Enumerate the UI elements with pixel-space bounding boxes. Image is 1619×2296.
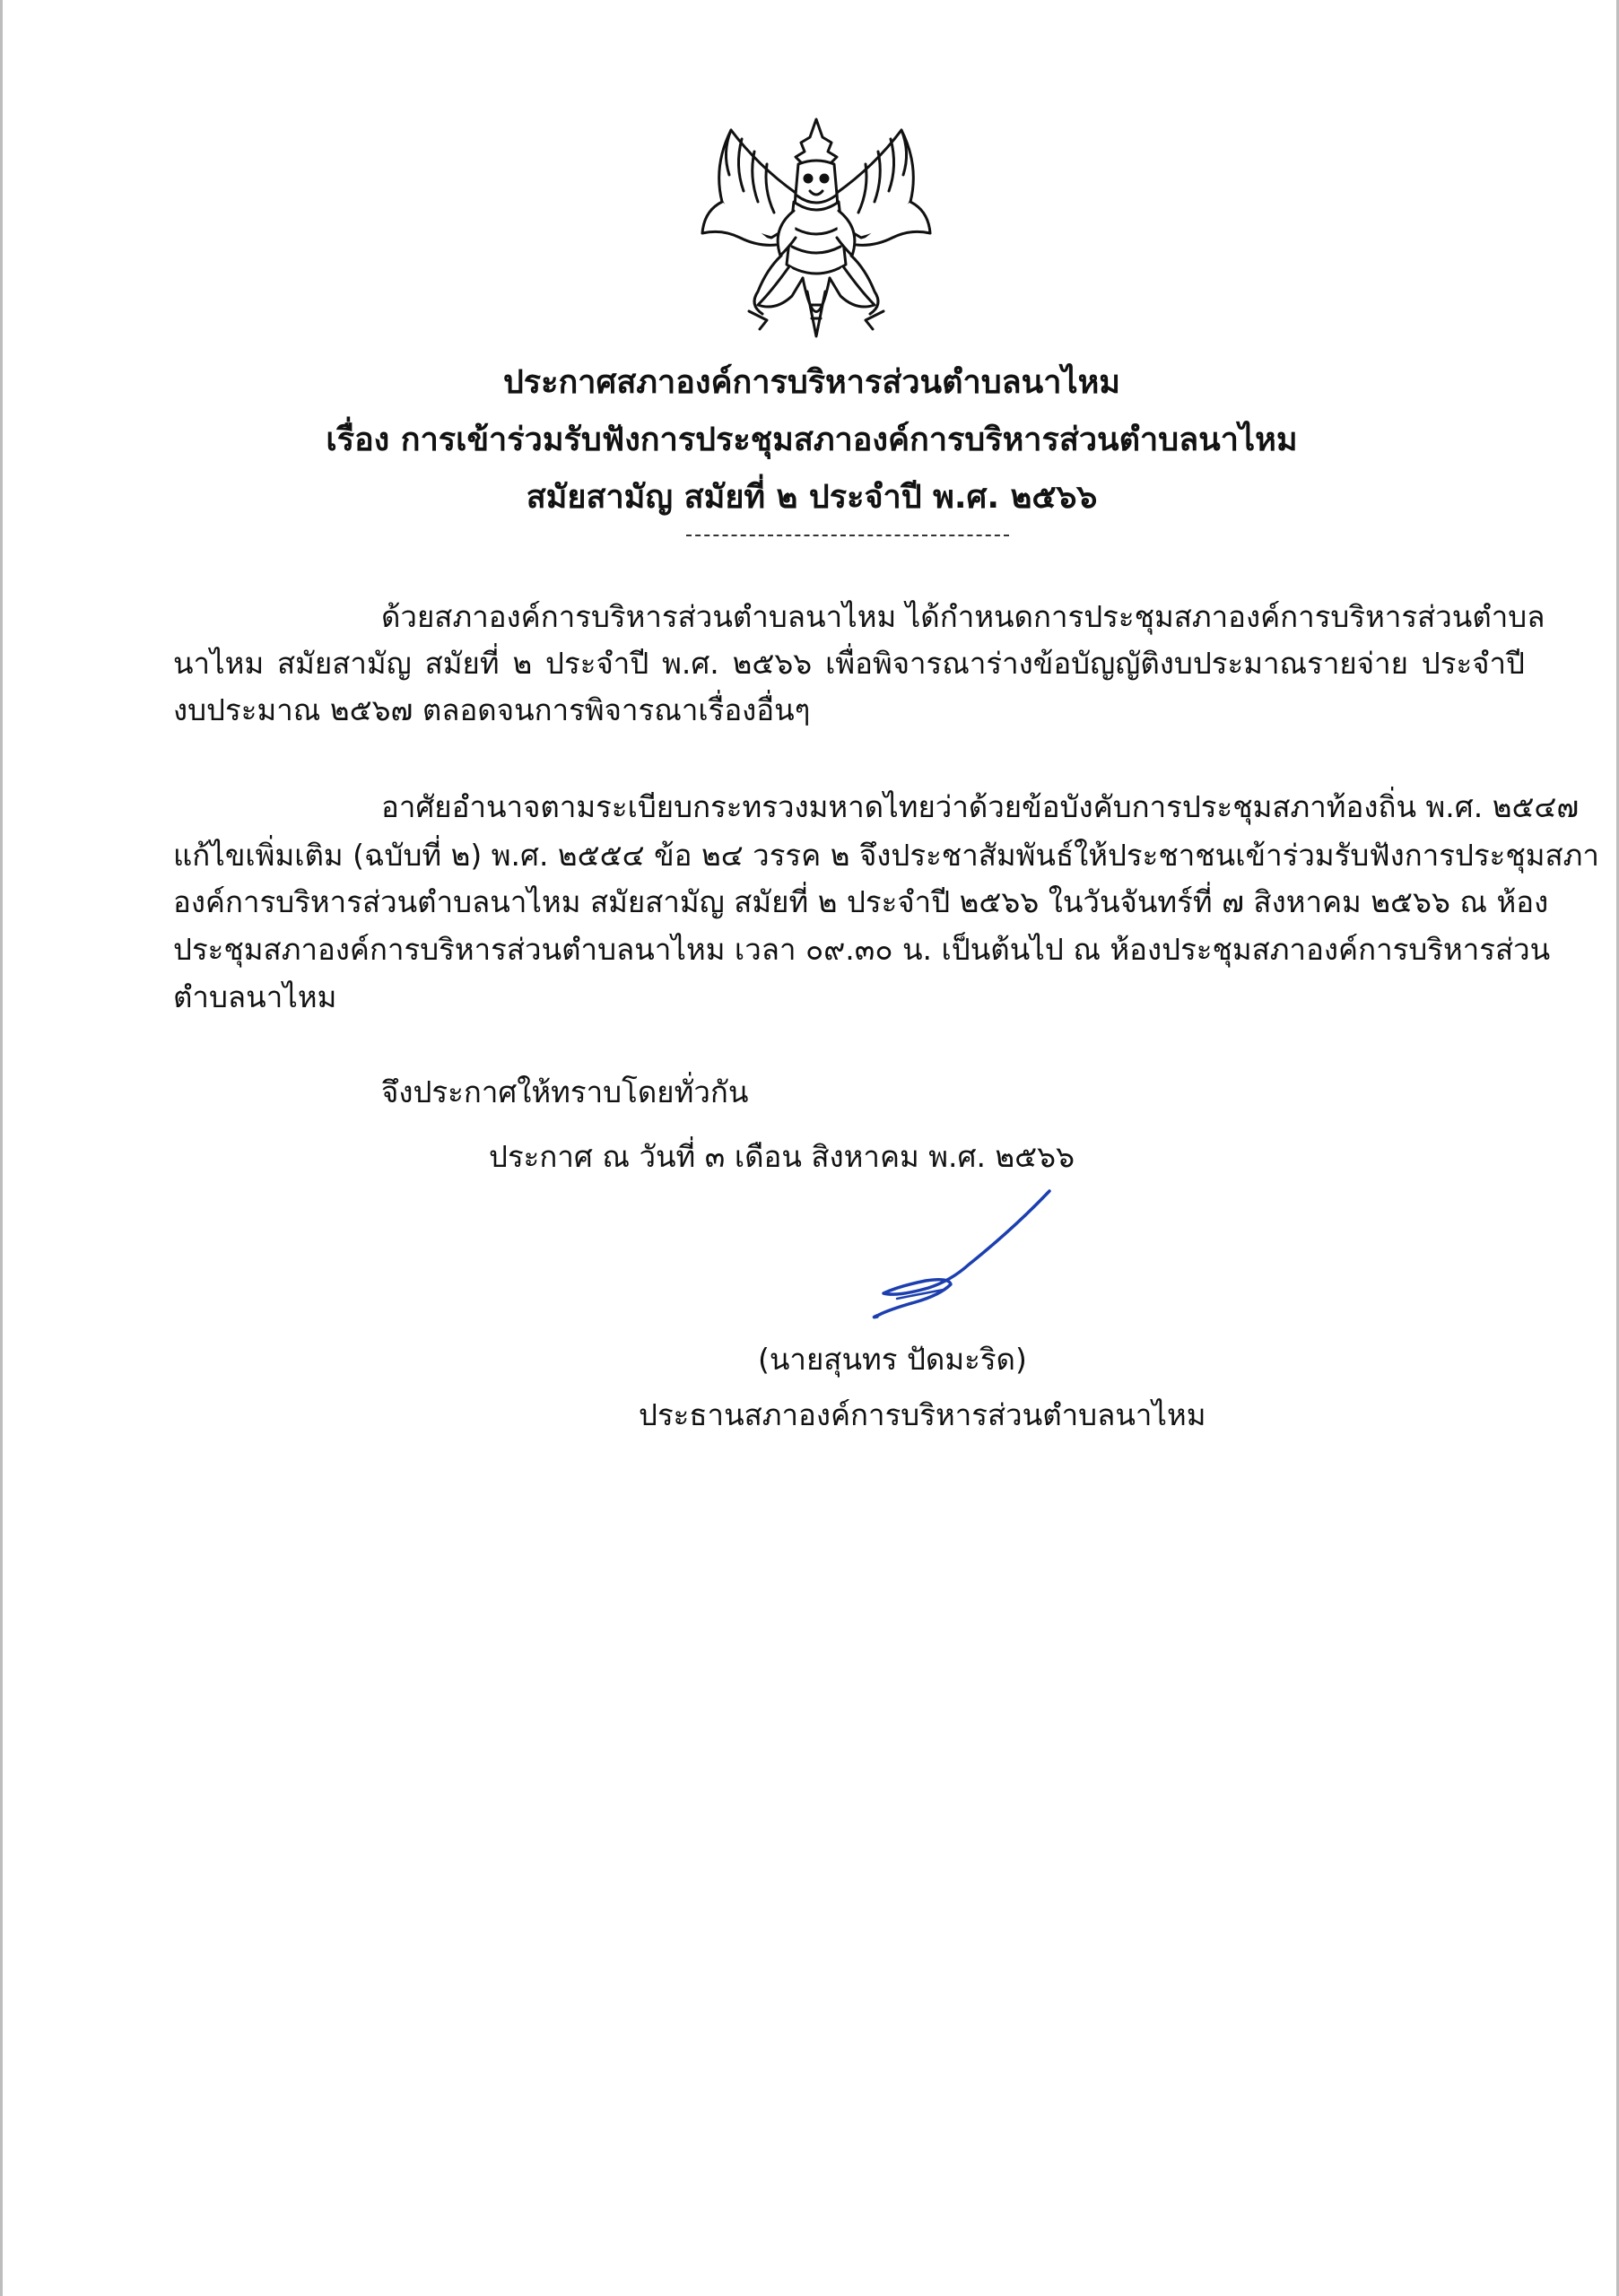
scan-edge-left	[0, 0, 3, 2296]
signer-name: (นายสุนทร ปัดมะริด)	[758, 1342, 1027, 1377]
paragraph1-line: นาไหม สมัยสามัญ สมัยที่ ๒ ประจำปี พ.ศ. ๒๕๖๖ เพื่อพิจารณาร่างข้อบัญญัติงบประมาณรายจ่าย ประจำปี	[173, 646, 1525, 681]
paragraph2-line: ประชุมสภาองค์การบริหารส่วนตำบลนาไหม เวลา ๐๙.๓๐ น. เป็นต้นไป ณ ห้องประชุมสภาองค์การบริหารส่วน	[173, 932, 1551, 967]
paragraph2-line: แก้ไขเพิ่มเติม (ฉบับที่ ๒) พ.ศ. ๒๕๕๔ ข้อ ๒๔ วรรค ๒ จึงประชาสัมพันธ์ให้ประชาชนเข้าร่วมรับฟังการประชุมสภา	[173, 838, 1599, 873]
paragraph1-line: งบประมาณ ๒๕๖๗ ตลอดจนการพิจารณาเรื่องอื่นๆ	[173, 692, 811, 727]
handwritten-signature	[843, 1184, 1112, 1327]
signer-title: ประธานสภาองค์การบริหารส่วนตำบลนาไหม	[639, 1397, 1206, 1432]
paragraph1-line: ด้วยสภาองค์การบริหารส่วนตำบลนาไหม ได้กำหนดการประชุมสภาองค์การบริหารส่วนตำบล	[381, 599, 1545, 634]
paragraph2-line: องค์การบริหารส่วนตำบลนาไหม สมัยสามัญ สมัยที่ ๒ ประจำปี ๒๕๖๖ ในวันจันทร์ที่ ๗ สิงหาคม ๒๕๖๖ ณ ห้อง	[173, 884, 1549, 919]
garuda-emblem-icon	[695, 112, 937, 354]
announcement-subject: เรื่อง การเข้าร่วมรับฟังการประชุมสภาองค์การบริหารส่วนตำบลนาไหม	[326, 422, 1298, 458]
announcement-subtitle: สมัยสามัญ สมัยที่ ๒ ประจำปี พ.ศ. ๒๕๖๖	[526, 479, 1098, 516]
paragraph2-line: อาศัยอำนาจตามระเบียบกระทรวงมหาดไทยว่าด้วยข้อบังคับการประชุมสภาท้องถิ่น พ.ศ. ๒๕๔๗	[381, 789, 1580, 824]
dashed-divider	[686, 535, 1009, 536]
announcement-title: ประกาศสภาองค์การบริหารส่วนตำบลนาไหม	[502, 364, 1121, 401]
paragraph2-line: ตำบลนาไหม	[173, 979, 337, 1014]
closing-statement: จึงประกาศให้ทราบโดยทั่วกัน	[381, 1074, 749, 1109]
announcement-date: ประกาศ ณ วันที่ ๓ เดือน สิงหาคม พ.ศ. ๒๕๖๖	[489, 1139, 1075, 1174]
